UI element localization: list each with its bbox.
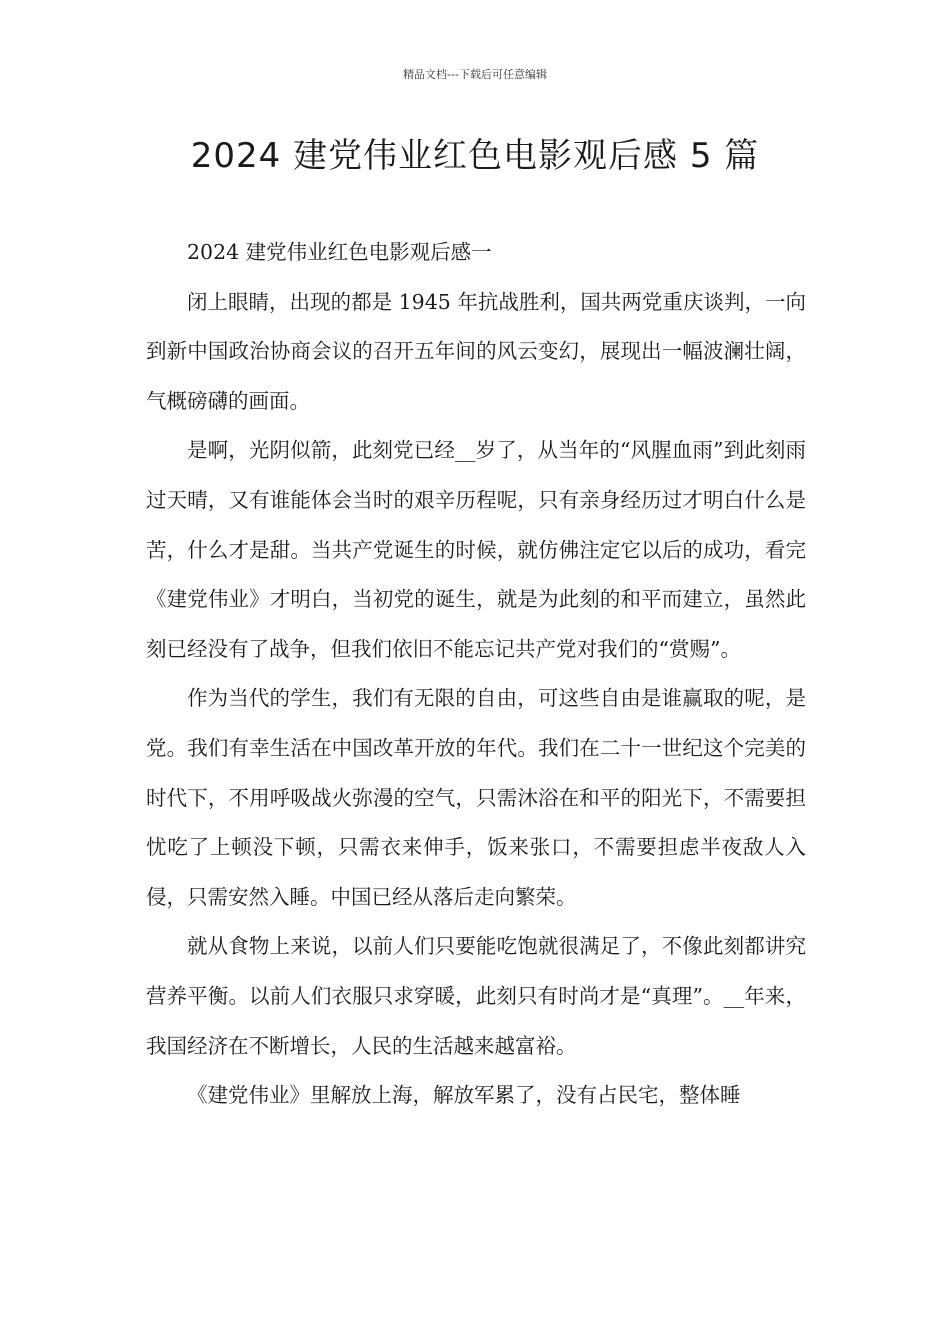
body-paragraph: 闭上眼睛，出现的都是 1945 年抗战胜利，国共两党重庆谈判，一向到新中国政治协商会议的召开五年间的风云变幻，展现出一幅波澜壮阔，气概磅礴的画面。	[146, 289, 806, 413]
body-paragraph: 是啊，光阴似箭，此刻党已经__岁了，从当年的“风腥血雨”到此刻雨过天晴，又有谁能体会当时的艰辛历程呢，只有亲身经历过才明白什么是苦，什么才是甜。当共产党诞生的时候，就仿佛注定它以后的成功，看完《建党伟业》才明白，当初党的诞生，就是为此刻的和平而建立，虽然此刻已经没有了战争，但我们依旧不能忘记共产党对我们的“赏赐”。	[146, 438, 806, 661]
body-paragraph: 《建党伟业》里解放上海，解放军累了，没有占民宅，整体睡	[187, 1083, 741, 1108]
document-title: 2024 建党伟业红色电影观后感 5 篇	[190, 136, 760, 176]
page-header: 精品文档---下载后可任意编辑	[403, 68, 547, 81]
body-paragraph: 作为当代的学生，我们有无限的自由，可这些自由是谁赢取的呢，是党。我们有幸生活在中国改革开放的年代。我们在二十一世纪这个完美的时代下，不用呼吸战火弥漫的空气，只需沐浴在和平的阳光下，不需要担忧吃了上顿没下顿，只需衣来伸手，饭来张口，不需要担虑半夜敌人入侵，只需安然入睡。中国已经从落后走向繁荣。	[146, 686, 806, 909]
body-paragraph: 就从食物上来说，以前人们只要能吃饱就很满足了，不像此刻都讲究营养平衡。以前人们衣服只求穿暖，此刻只有时尚才是“真理”。__年来，我国经济在不断增长，人民的生活越来越富裕。	[146, 934, 806, 1058]
document-body	[146, 228, 806, 1121]
subtitle-paragraph: 2024 建党伟业红色电影观后感一	[187, 240, 492, 264]
